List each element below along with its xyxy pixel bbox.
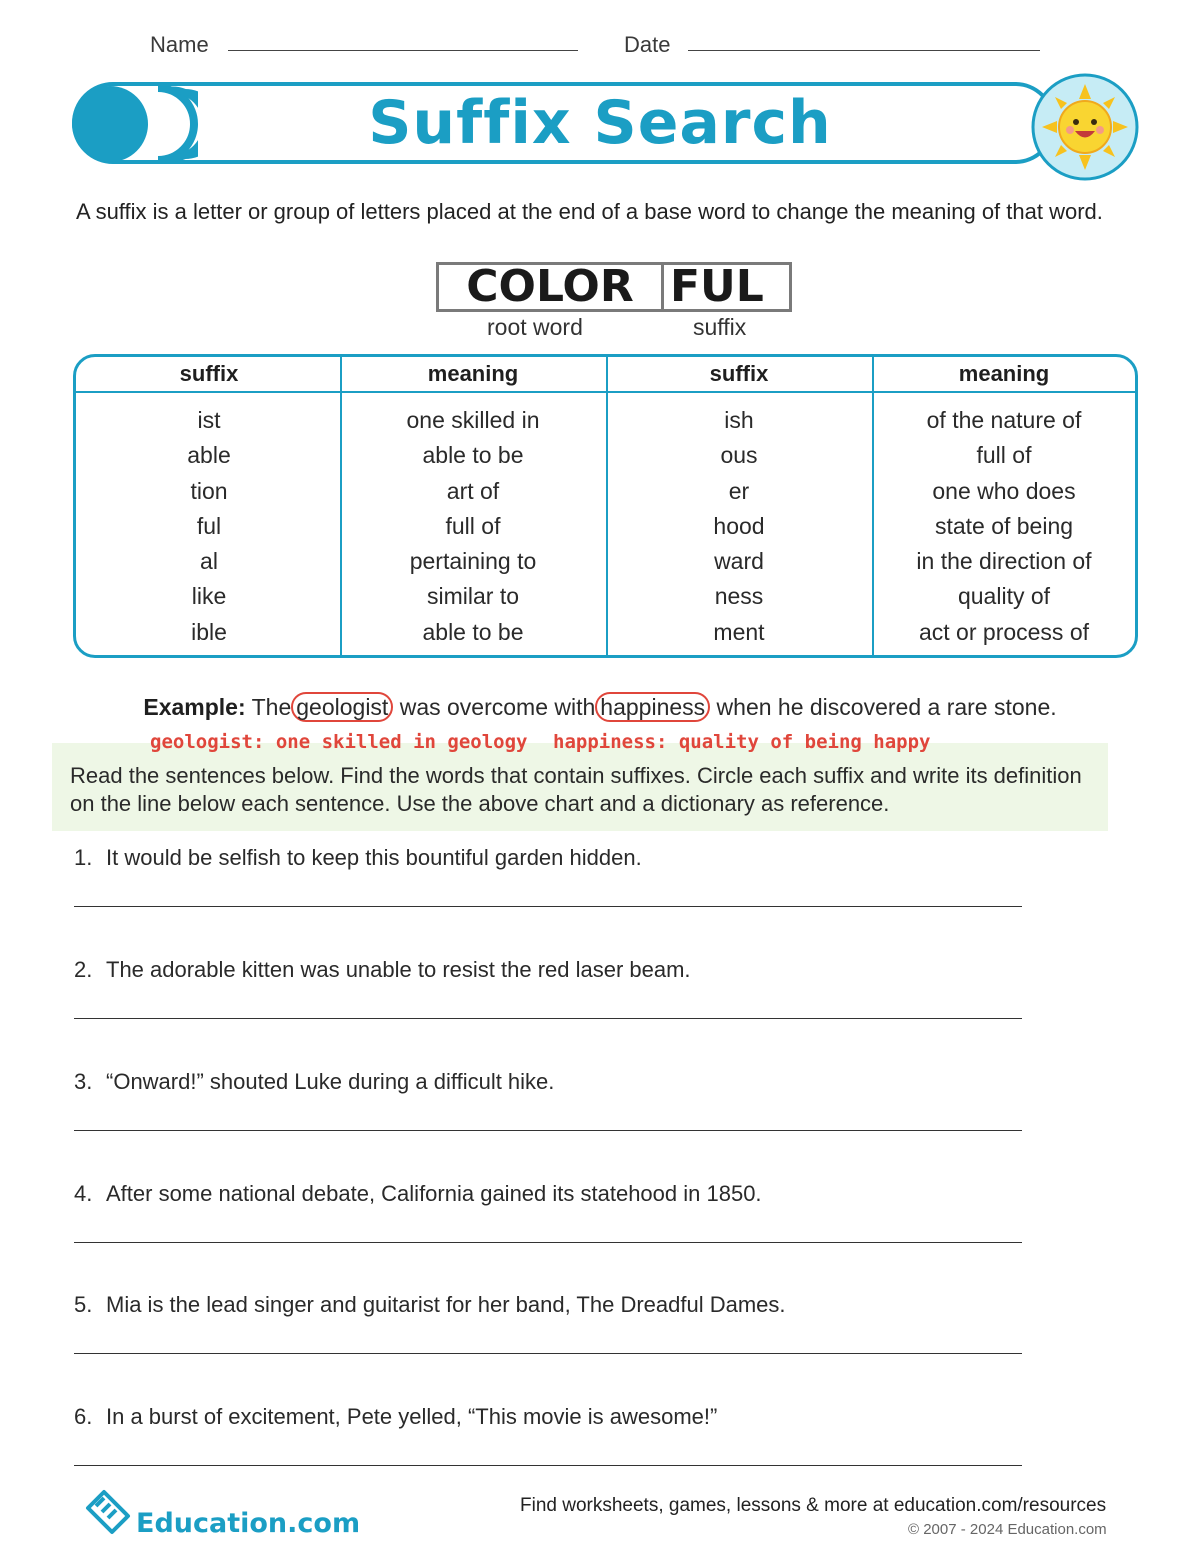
table-cell: ness bbox=[714, 583, 764, 610]
question-number: 1. bbox=[74, 845, 93, 870]
table-cell: hood bbox=[713, 512, 765, 539]
table-cell: ful bbox=[196, 512, 222, 539]
table-column bbox=[76, 357, 342, 650]
question-number: 4. bbox=[74, 1181, 93, 1206]
question-item bbox=[74, 845, 642, 871]
copyright: © 2007 - 2024 Education.com bbox=[908, 1521, 1107, 1538]
question-item bbox=[74, 1292, 786, 1318]
suffix-caption: suffix bbox=[693, 314, 747, 340]
question-text: In a burst of excitement, Pete yelled, “This movie is awesome!” bbox=[106, 1404, 718, 1429]
page-title: Suffix Search bbox=[368, 88, 832, 158]
table-cell: state of being bbox=[934, 512, 1074, 539]
column-header: suffix bbox=[709, 361, 769, 386]
table-column bbox=[606, 357, 872, 650]
example-note-geologist: geologist: one skilled in geology bbox=[150, 731, 528, 753]
word-example-box bbox=[436, 262, 792, 312]
question-item bbox=[74, 1181, 762, 1207]
table-cell: full of bbox=[976, 442, 1032, 469]
answer-line[interactable] bbox=[74, 906, 1022, 907]
column-header: meaning bbox=[427, 361, 519, 386]
date-line[interactable] bbox=[688, 50, 1040, 51]
table-cell: ish bbox=[724, 407, 754, 433]
example-note-happiness: happiness: quality of being happy bbox=[553, 731, 931, 753]
example-text: was overcome with bbox=[399, 694, 596, 720]
root-word: COLOR bbox=[439, 265, 664, 309]
example-text: when he discovered a rare stone. bbox=[716, 694, 1057, 720]
table-cell: art of bbox=[446, 477, 500, 504]
suffix-table bbox=[73, 354, 1138, 658]
intro-text: A suffix is a letter or group of letters placed at the end of a base word to change the meaning of that word. bbox=[76, 199, 1103, 224]
name-label: Name bbox=[150, 32, 209, 57]
table-cell: in the direction of bbox=[916, 548, 1092, 575]
date-label: Date bbox=[624, 32, 671, 57]
answer-line[interactable] bbox=[74, 1353, 1022, 1354]
answer-line[interactable] bbox=[74, 1242, 1022, 1243]
table-column bbox=[872, 357, 1136, 650]
table-cell: one who does bbox=[932, 477, 1076, 504]
question-number: 3. bbox=[74, 1069, 93, 1094]
table-cell: similar to bbox=[426, 583, 519, 610]
circled-word-happiness: happiness bbox=[595, 692, 710, 722]
table-cell: able to be bbox=[422, 618, 524, 645]
question-number: 2. bbox=[74, 957, 93, 982]
question-text: It would be selfish to keep this bountiful garden hidden. bbox=[106, 845, 642, 870]
footer-tagline[interactable]: Find worksheets, games, lessons & more at education.com/resources bbox=[520, 1495, 1107, 1516]
brand-name[interactable]: Education.com bbox=[136, 1508, 361, 1539]
sun-icon bbox=[1030, 72, 1140, 182]
question-item bbox=[74, 1404, 717, 1430]
table-cell: al bbox=[200, 548, 218, 575]
question-text: After some national debate, California gained its statehood in 1850. bbox=[106, 1181, 762, 1206]
table-cell: er bbox=[728, 477, 750, 504]
table-cell: full of bbox=[445, 512, 501, 539]
education-logo-icon bbox=[82, 1486, 134, 1538]
question-number: 6. bbox=[74, 1404, 93, 1429]
question-item bbox=[74, 957, 691, 983]
table-cell: quality of bbox=[957, 583, 1051, 610]
table-cell: act or process of bbox=[918, 618, 1090, 645]
table-column bbox=[340, 357, 606, 650]
column-header: meaning bbox=[958, 361, 1050, 386]
table-cell: ward bbox=[714, 548, 764, 575]
table-cell: able to be bbox=[422, 442, 524, 469]
example-text: The bbox=[251, 694, 292, 720]
name-line[interactable] bbox=[228, 50, 578, 51]
question-text: “Onward!” shouted Luke during a difficult hike. bbox=[106, 1069, 555, 1094]
circled-word-geologist: geologist bbox=[291, 692, 393, 722]
table-cell: of the nature of bbox=[926, 407, 1082, 433]
answer-line[interactable] bbox=[74, 1018, 1022, 1019]
answer-line[interactable] bbox=[74, 1465, 1022, 1466]
table-cell: able bbox=[187, 442, 231, 469]
table-cell: ible bbox=[191, 618, 227, 645]
table-cell: ous bbox=[720, 442, 758, 469]
suffix-word: FUL bbox=[670, 261, 764, 312]
column-header: suffix bbox=[179, 361, 239, 386]
table-cell: one skilled in bbox=[406, 407, 540, 433]
question-text: The adorable kitten was unable to resist the red laser beam. bbox=[106, 957, 691, 982]
example-label: Example: bbox=[143, 694, 246, 720]
table-cell: pertaining to bbox=[409, 548, 537, 575]
table-cell: tion bbox=[190, 477, 228, 504]
table-cell: ist bbox=[197, 407, 221, 433]
question-text: Mia is the lead singer and guitarist for her band, The Dreadful Dames. bbox=[106, 1292, 786, 1317]
instructions-box: Read the sentences below. Find the words that contain suffixes. Circle each suffix and write its definition on the line below each sentence. Use the above chart and a dictionary as reference. bbox=[52, 743, 1108, 831]
example-sentence bbox=[0, 694, 1200, 721]
answer-line[interactable] bbox=[74, 1130, 1022, 1131]
table-cell: ment bbox=[713, 618, 765, 645]
question-item bbox=[74, 1069, 554, 1095]
question-number: 5. bbox=[74, 1292, 93, 1317]
table-cell: like bbox=[191, 583, 227, 610]
root-word-caption: root word bbox=[487, 314, 583, 340]
